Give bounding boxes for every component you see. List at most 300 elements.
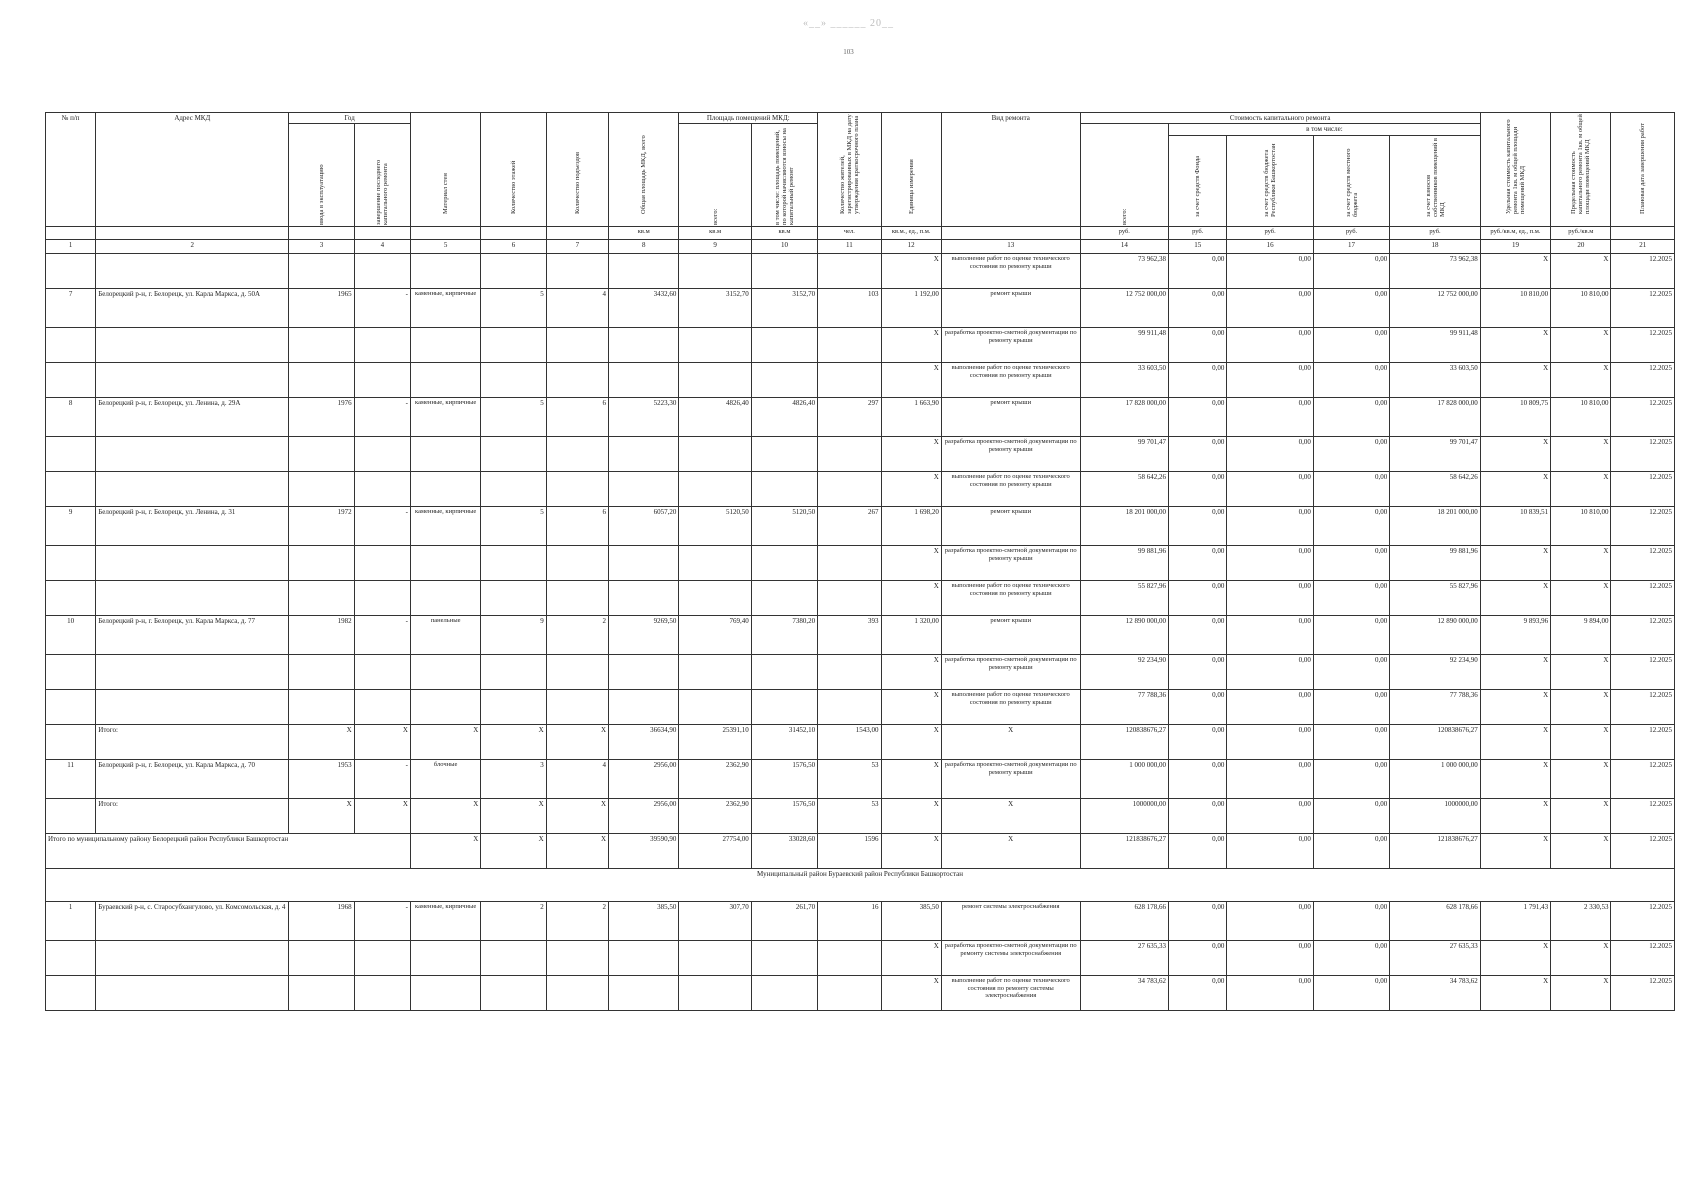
empty-cell xyxy=(818,254,881,289)
cost-cell-c16: 0,00 xyxy=(1227,507,1313,546)
cost-cell-c20: X xyxy=(1551,328,1611,363)
cost-cell-c19: 1 791,43 xyxy=(1480,902,1550,941)
empty-cell xyxy=(679,254,751,289)
empty-cell xyxy=(546,690,608,725)
cost-cell-c19: X xyxy=(1480,725,1550,760)
value-cell-c9: 4826,40 xyxy=(679,398,751,437)
value-cell-c11: 1543,00 xyxy=(818,725,881,760)
cost-cell-c19: X xyxy=(1480,546,1550,581)
work-type-cell: ремонт крыши xyxy=(941,289,1080,328)
cost-cell-c15: 0,00 xyxy=(1169,254,1227,289)
unit-cell: руб./кв.м xyxy=(1551,227,1611,240)
cost-cell-c14: 33 603,50 xyxy=(1080,363,1168,398)
cost-cell-c21: 12.2025 xyxy=(1611,472,1675,507)
cost-cell-c15: 0,00 xyxy=(1169,725,1227,760)
empty-cell xyxy=(609,976,679,1011)
table-row xyxy=(46,472,1675,507)
cost-cell-c21: 12.2025 xyxy=(1611,902,1675,941)
cost-cell-c15: 0,00 xyxy=(1169,437,1227,472)
cost-cell-c19: X xyxy=(1480,799,1550,834)
empty-cell xyxy=(818,328,881,363)
empty-cell xyxy=(289,472,354,507)
empty-cell xyxy=(481,941,546,976)
column-number-cell: 9 xyxy=(679,240,751,254)
empty-cell xyxy=(410,472,480,507)
empty-cell xyxy=(46,472,96,507)
column-number-cell: 21 xyxy=(1611,240,1675,254)
empty-cell xyxy=(481,690,546,725)
empty-cell xyxy=(751,976,817,1011)
value-cell-c9: 769,40 xyxy=(679,616,751,655)
cost-cell-c17: 0,00 xyxy=(1313,581,1389,616)
unit-measure-cell: X xyxy=(881,941,941,976)
header-year: Год xyxy=(289,113,411,124)
value-cell-c3: 1982 xyxy=(289,616,354,655)
cost-cell-c21: 12.2025 xyxy=(1611,398,1675,437)
cost-cell-c18: 121838676,27 xyxy=(1390,834,1481,869)
value-cell-c11: 53 xyxy=(818,799,881,834)
unit-cell: кв.м., ед., п.м. xyxy=(881,227,941,240)
value-cell-c5: панельные xyxy=(410,616,480,655)
value-cell-c4: - xyxy=(354,289,410,328)
empty-cell xyxy=(96,690,289,725)
empty-cell xyxy=(354,254,410,289)
empty-cell xyxy=(751,655,817,690)
cost-cell-c21: 12.2025 xyxy=(1611,799,1675,834)
empty-cell xyxy=(546,655,608,690)
cost-cell-c21: 12.2025 xyxy=(1611,616,1675,655)
work-type-cell: выполнение работ по оценке технического состояния по ремонту крыши xyxy=(941,363,1080,398)
value-cell-c10: 5120,50 xyxy=(751,507,817,546)
unit-cell xyxy=(1611,227,1675,240)
value-cell-c3: 1965 xyxy=(289,289,354,328)
cost-cell-c14: 120838676,27 xyxy=(1080,725,1168,760)
cost-cell-c19: X xyxy=(1480,472,1550,507)
header-cost-fund: за счет средств Фонда xyxy=(1169,136,1227,227)
empty-cell xyxy=(609,437,679,472)
cost-cell-c16: 0,00 xyxy=(1227,581,1313,616)
empty-cell xyxy=(289,437,354,472)
cost-cell-c20: X xyxy=(1551,760,1611,799)
cost-cell-c14: 73 962,38 xyxy=(1080,254,1168,289)
cost-cell-c17: 0,00 xyxy=(1313,363,1389,398)
empty-cell xyxy=(289,976,354,1011)
cost-cell-c20: X xyxy=(1551,725,1611,760)
empty-cell xyxy=(354,941,410,976)
row-number: 7 xyxy=(46,289,96,328)
table-row xyxy=(46,941,1675,976)
cost-cell-c15: 0,00 xyxy=(1169,472,1227,507)
cost-cell-c21: 12.2025 xyxy=(1611,289,1675,328)
value-cell-c12: 1 192,00 xyxy=(881,289,941,328)
address-cell: Белорецкий р-н, г. Белорецк, ул. Ленина, д. 31 xyxy=(96,507,289,546)
cost-cell-c21: 12.2025 xyxy=(1611,254,1675,289)
column-number-cell: 15 xyxy=(1169,240,1227,254)
total-label: Итого: xyxy=(96,725,289,760)
value-cell-c10: 1576,50 xyxy=(751,760,817,799)
unit-cell xyxy=(410,227,480,240)
unit-cell xyxy=(481,227,546,240)
value-cell-c5: X xyxy=(410,725,480,760)
cost-cell-c19: X xyxy=(1480,941,1550,976)
row-number: 10 xyxy=(46,616,96,655)
value-cell-c3: 1976 xyxy=(289,398,354,437)
unit-cell: руб. xyxy=(1390,227,1481,240)
cost-cell-c19: X xyxy=(1480,760,1550,799)
empty-cell xyxy=(289,328,354,363)
empty-cell xyxy=(751,328,817,363)
cost-cell-c14: 121838676,27 xyxy=(1080,834,1168,869)
empty-cell xyxy=(679,655,751,690)
cost-cell-c15: 0,00 xyxy=(1169,616,1227,655)
empty-cell xyxy=(679,581,751,616)
empty-cell xyxy=(546,941,608,976)
header-total-area: Общая площадь МКД, всего xyxy=(609,113,679,227)
empty-cell xyxy=(289,546,354,581)
unit-cell: руб. xyxy=(1080,227,1168,240)
column-number-cell: 2 xyxy=(96,240,289,254)
cost-cell-c20: X xyxy=(1551,799,1611,834)
unit-cell: руб./кв.м, ед., п.м. xyxy=(1480,227,1550,240)
table-row xyxy=(46,799,1675,834)
cost-cell-c16: 0,00 xyxy=(1227,328,1313,363)
value-cell-c6: X xyxy=(481,834,546,869)
table-row xyxy=(46,581,1675,616)
table-row xyxy=(46,289,1675,328)
cost-cell-c15: 0,00 xyxy=(1169,581,1227,616)
empty-cell xyxy=(410,941,480,976)
header-entrances: Количество подъездов xyxy=(546,113,608,227)
cost-cell-c16: 0,00 xyxy=(1227,655,1313,690)
address-cell: Бураевский р-н, с. Старосубхангулово, ул. Комсомольская, д. 4 xyxy=(96,902,289,941)
work-type-cell: выполнение работ по оценке технического состояния по ремонту крыши xyxy=(941,254,1080,289)
empty-cell xyxy=(96,581,289,616)
cost-cell-c18: 99 911,48 xyxy=(1390,328,1481,363)
cost-cell-c20: 10 810,00 xyxy=(1551,507,1611,546)
cost-cell-c18: 12 752 000,00 xyxy=(1390,289,1481,328)
header-cost-owners: за счет взносов собственников помещений в МКД xyxy=(1390,136,1481,227)
header-limit-cost: Предельная стоимость капитального ремонта 1кв. м общей площади помещений МКД xyxy=(1551,113,1611,227)
empty-cell xyxy=(679,328,751,363)
empty-cell xyxy=(481,546,546,581)
unit-cell xyxy=(354,227,410,240)
value-cell-c6: 3 xyxy=(481,760,546,799)
value-cell-c7: X xyxy=(546,799,608,834)
value-cell-c10: 261,70 xyxy=(751,902,817,941)
value-cell-c10: 1576,50 xyxy=(751,799,817,834)
empty-cell xyxy=(679,437,751,472)
empty-cell xyxy=(818,941,881,976)
work-type-cell: выполнение работ по оценке технического состояния по ремонту крыши xyxy=(941,581,1080,616)
value-cell-c8: 36634,90 xyxy=(609,725,679,760)
value-cell-c12: X xyxy=(881,799,941,834)
empty-cell xyxy=(751,690,817,725)
empty-cell xyxy=(46,799,96,834)
unit-measure-cell: X xyxy=(881,581,941,616)
value-cell-c11: 53 xyxy=(818,760,881,799)
cost-cell-c17: 0,00 xyxy=(1313,760,1389,799)
cost-cell-c17: 0,00 xyxy=(1313,690,1389,725)
value-cell-c9: 27754,00 xyxy=(679,834,751,869)
cost-cell-c17: 0,00 xyxy=(1313,976,1389,1011)
empty-cell xyxy=(46,690,96,725)
empty-cell xyxy=(751,941,817,976)
empty-cell xyxy=(818,976,881,1011)
unit-measure-cell: X xyxy=(881,546,941,581)
empty-cell xyxy=(46,546,96,581)
cost-cell-c19: X xyxy=(1480,655,1550,690)
table-row xyxy=(46,655,1675,690)
cost-cell-c20: X xyxy=(1551,690,1611,725)
empty-cell xyxy=(289,690,354,725)
value-cell-c10: 7380,20 xyxy=(751,616,817,655)
value-cell-c11: 103 xyxy=(818,289,881,328)
empty-cell xyxy=(818,546,881,581)
empty-cell xyxy=(818,655,881,690)
empty-cell xyxy=(354,690,410,725)
value-cell-c6: 5 xyxy=(481,289,546,328)
work-type-cell: выполнение работ по оценке технического состояния по ремонту системы электроснабжения xyxy=(941,976,1080,1011)
value-cell-c6: 5 xyxy=(481,398,546,437)
unit-cell xyxy=(46,227,96,240)
cost-cell-c16: 0,00 xyxy=(1227,760,1313,799)
column-number-cell: 17 xyxy=(1313,240,1389,254)
unit-cell: кв.м xyxy=(679,227,751,240)
cost-cell-c17: 0,00 xyxy=(1313,398,1389,437)
cost-cell-c14: 55 827,96 xyxy=(1080,581,1168,616)
cost-cell-c18: 27 635,33 xyxy=(1390,941,1481,976)
value-cell-c10: 31452,10 xyxy=(751,725,817,760)
value-cell-c5: X xyxy=(410,799,480,834)
header-cost-total: всего: xyxy=(1080,124,1168,227)
value-cell-c9: 2362,90 xyxy=(679,799,751,834)
cost-cell-c21: 12.2025 xyxy=(1611,834,1675,869)
empty-cell xyxy=(96,472,289,507)
empty-cell xyxy=(679,690,751,725)
empty-cell xyxy=(96,437,289,472)
cost-cell-c20: X xyxy=(1551,581,1611,616)
cost-cell-c15: 0,00 xyxy=(1169,655,1227,690)
empty-cell xyxy=(609,363,679,398)
unit-measure-cell: X xyxy=(881,328,941,363)
empty-cell xyxy=(751,254,817,289)
empty-cell xyxy=(546,328,608,363)
empty-cell xyxy=(679,941,751,976)
cost-cell-c21: 12.2025 xyxy=(1611,725,1675,760)
header-cost-local: за счет средств местного бюджета xyxy=(1313,136,1389,227)
empty-cell xyxy=(410,976,480,1011)
empty-cell xyxy=(818,437,881,472)
empty-cell xyxy=(289,941,354,976)
cost-cell-c20: X xyxy=(1551,546,1611,581)
empty-cell xyxy=(354,328,410,363)
cost-cell-c20: X xyxy=(1551,976,1611,1011)
cost-cell-c18: 1 000 000,00 xyxy=(1390,760,1481,799)
value-cell-c5: каменные, кирпичные xyxy=(410,902,480,941)
capital-repair-table xyxy=(45,112,1675,1011)
cost-cell-c21: 12.2025 xyxy=(1611,546,1675,581)
unit-measure-cell: X xyxy=(881,976,941,1011)
empty-cell xyxy=(481,976,546,1011)
column-number-cell: 8 xyxy=(609,240,679,254)
empty-cell xyxy=(481,581,546,616)
unit-cell: руб. xyxy=(1169,227,1227,240)
empty-cell xyxy=(679,363,751,398)
cost-cell-c15: 0,00 xyxy=(1169,507,1227,546)
work-type-cell: ремонт крыши xyxy=(941,398,1080,437)
cost-cell-c19: 10 809,75 xyxy=(1480,398,1550,437)
empty-cell xyxy=(609,655,679,690)
value-cell-c7: 2 xyxy=(546,902,608,941)
cost-cell-c15: 0,00 xyxy=(1169,328,1227,363)
cost-cell-c20: X xyxy=(1551,254,1611,289)
value-cell-c4: X xyxy=(354,725,410,760)
cost-cell-c16: 0,00 xyxy=(1227,437,1313,472)
value-cell-c5: каменные, кирпичные xyxy=(410,289,480,328)
empty-cell xyxy=(818,472,881,507)
empty-cell xyxy=(289,363,354,398)
cost-cell-c18: 58 642,26 xyxy=(1390,472,1481,507)
unit-cell: руб. xyxy=(1313,227,1389,240)
value-cell-c3: 1953 xyxy=(289,760,354,799)
table-row xyxy=(46,690,1675,725)
work-type-cell: разработка проектно-сметной документации по ремонту системы электроснабжения xyxy=(941,941,1080,976)
value-cell-c11: 1596 xyxy=(818,834,881,869)
value-cell-c4: - xyxy=(354,616,410,655)
value-cell-c3: X xyxy=(289,799,354,834)
work-type-cell: X xyxy=(941,725,1080,760)
cost-cell-c16: 0,00 xyxy=(1227,254,1313,289)
value-cell-c7: 4 xyxy=(546,289,608,328)
cost-cell-c18: 92 234,90 xyxy=(1390,655,1481,690)
empty-cell xyxy=(751,581,817,616)
row-number: 1 xyxy=(46,902,96,941)
header-premises-total: всего: xyxy=(679,124,751,227)
table-row xyxy=(46,976,1675,1011)
header-year-commission: ввода в эксплуатацию xyxy=(289,124,354,227)
column-number-cell: 20 xyxy=(1551,240,1611,254)
cost-cell-c14: 1 000 000,00 xyxy=(1080,760,1168,799)
cost-cell-c17: 0,00 xyxy=(1313,472,1389,507)
cost-cell-c17: 0,00 xyxy=(1313,655,1389,690)
value-cell-c8: 5223,30 xyxy=(609,398,679,437)
cost-cell-c17: 0,00 xyxy=(1313,902,1389,941)
empty-cell xyxy=(46,725,96,760)
value-cell-c7: 6 xyxy=(546,398,608,437)
cost-cell-c18: 12 890 000,00 xyxy=(1390,616,1481,655)
cost-cell-c17: 0,00 xyxy=(1313,546,1389,581)
cost-cell-c18: 18 201 000,00 xyxy=(1390,507,1481,546)
header-year-last-repair: завершение последнего капитального ремонта xyxy=(354,124,410,227)
cost-cell-c17: 0,00 xyxy=(1313,289,1389,328)
column-number-cell: 1 xyxy=(46,240,96,254)
cost-cell-c15: 0,00 xyxy=(1169,289,1227,328)
cost-cell-c18: 17 828 000,00 xyxy=(1390,398,1481,437)
cost-cell-c16: 0,00 xyxy=(1227,902,1313,941)
value-cell-c4: X xyxy=(354,799,410,834)
cost-cell-c14: 77 788,36 xyxy=(1080,690,1168,725)
cost-cell-c15: 0,00 xyxy=(1169,363,1227,398)
empty-cell xyxy=(96,254,289,289)
value-cell-c3: 1972 xyxy=(289,507,354,546)
empty-cell xyxy=(546,363,608,398)
cost-cell-c14: 12 752 000,00 xyxy=(1080,289,1168,328)
unit-measure-cell: X xyxy=(881,690,941,725)
column-number-cell: 4 xyxy=(354,240,410,254)
empty-cell xyxy=(410,437,480,472)
cost-cell-c14: 99 881,96 xyxy=(1080,546,1168,581)
empty-cell xyxy=(481,363,546,398)
value-cell-c5: блочные xyxy=(410,760,480,799)
cost-cell-c14: 628 178,66 xyxy=(1080,902,1168,941)
cost-cell-c19: 10 810,00 xyxy=(1480,289,1550,328)
empty-cell xyxy=(546,437,608,472)
empty-cell xyxy=(481,437,546,472)
value-cell-c11: 297 xyxy=(818,398,881,437)
cost-cell-c14: 99 701,47 xyxy=(1080,437,1168,472)
value-cell-c11: 267 xyxy=(818,507,881,546)
cost-cell-c21: 12.2025 xyxy=(1611,655,1675,690)
value-cell-c12: 1 663,90 xyxy=(881,398,941,437)
cost-cell-c18: 55 827,96 xyxy=(1390,581,1481,616)
empty-cell xyxy=(609,690,679,725)
value-cell-c6: 9 xyxy=(481,616,546,655)
table-row xyxy=(46,254,1675,289)
empty-cell xyxy=(289,655,354,690)
empty-cell xyxy=(546,581,608,616)
value-cell-c4: - xyxy=(354,398,410,437)
empty-cell xyxy=(354,472,410,507)
cost-cell-c18: 99 701,47 xyxy=(1390,437,1481,472)
units-row xyxy=(46,227,1675,240)
cost-cell-c17: 0,00 xyxy=(1313,834,1389,869)
cost-cell-c16: 0,00 xyxy=(1227,690,1313,725)
cost-cell-c17: 0,00 xyxy=(1313,725,1389,760)
empty-cell xyxy=(481,328,546,363)
empty-cell xyxy=(481,472,546,507)
unit-cell xyxy=(289,227,354,240)
empty-cell xyxy=(751,472,817,507)
cost-cell-c17: 0,00 xyxy=(1313,507,1389,546)
cost-cell-c14: 58 642,26 xyxy=(1080,472,1168,507)
unit-measure-cell: X xyxy=(881,363,941,398)
cost-cell-c19: 9 893,96 xyxy=(1480,616,1550,655)
cost-cell-c20: 10 810,00 xyxy=(1551,398,1611,437)
column-number-cell: 16 xyxy=(1227,240,1313,254)
empty-cell xyxy=(46,254,96,289)
column-number-cell: 14 xyxy=(1080,240,1168,254)
cost-cell-c20: 10 810,00 xyxy=(1551,289,1611,328)
value-cell-c11: 16 xyxy=(818,902,881,941)
empty-cell xyxy=(46,941,96,976)
table-row xyxy=(46,834,1675,869)
header-unit-measure: Единица измерения xyxy=(881,113,941,227)
address-cell: Белорецкий р-н, г. Белорецк, ул. Ленина, д. 29А xyxy=(96,398,289,437)
cost-cell-c15: 0,00 xyxy=(1169,799,1227,834)
column-number-cell: 7 xyxy=(546,240,608,254)
value-cell-c3: 1968 xyxy=(289,902,354,941)
cost-cell-c16: 0,00 xyxy=(1227,725,1313,760)
cost-cell-c16: 0,00 xyxy=(1227,472,1313,507)
page-number: 103 xyxy=(843,48,854,56)
column-number-cell: 19 xyxy=(1480,240,1550,254)
value-cell-c12: 1 320,00 xyxy=(881,616,941,655)
cost-cell-c19: X xyxy=(1480,363,1550,398)
cost-cell-c19: X xyxy=(1480,690,1550,725)
value-cell-c5: каменные, кирпичные xyxy=(410,507,480,546)
value-cell-c9: 3152,70 xyxy=(679,289,751,328)
table-row xyxy=(46,902,1675,941)
